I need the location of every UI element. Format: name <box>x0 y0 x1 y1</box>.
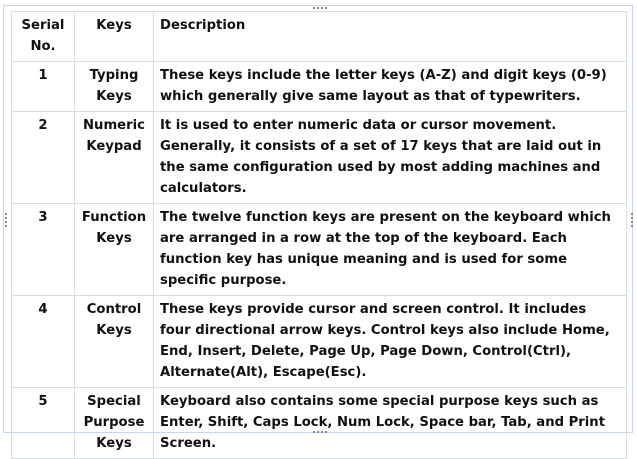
cell-description: It is used to enter numeric data or cursor movement. Generally, it consists of a set of 17 keys that are laid out in the same configuration used by most adding machines and calculators. <box>154 112 627 204</box>
cell-keys: Numeric Keypad <box>75 112 154 204</box>
cell-keys: Control Keys <box>75 296 154 388</box>
header-description: Description <box>154 12 627 62</box>
cell-keys: Typing Keys <box>75 62 154 112</box>
table-row <box>12 62 627 112</box>
header-keys: Keys <box>75 12 154 62</box>
cell-serial: 1 <box>12 62 75 112</box>
table-header-row <box>12 12 627 62</box>
cell-description: The twelve function keys are present on the keyboard which are arranged in a row at the top of the keyboard. Each function key has unique meaning and is used for some specific purpose. <box>154 204 627 296</box>
table-row <box>12 388 627 459</box>
cell-serial: 4 <box>12 296 75 388</box>
cell-description: These keys include the letter keys (A-Z) and digit keys (0-9) which generally give same layout as that of typewriters. <box>154 62 627 112</box>
cell-serial: 2 <box>12 112 75 204</box>
cell-description: Keyboard also contains some special purpose keys such as Enter, Shift, Caps Lock, Num Lock, Space bar, Tab, and Print Screen. <box>154 388 627 459</box>
cell-serial: 3 <box>12 204 75 296</box>
table-row <box>12 112 627 204</box>
cell-serial: 5 <box>12 388 75 459</box>
keyboard-keys-table <box>11 11 627 459</box>
resize-handle-top[interactable] <box>313 7 327 9</box>
cell-keys: Function Keys <box>75 204 154 296</box>
table-row <box>12 296 627 388</box>
table-row <box>12 204 627 296</box>
cell-keys: Special Purpose Keys <box>75 388 154 459</box>
header-serial-no: Serial No. <box>12 12 75 62</box>
resize-handle-left[interactable] <box>5 213 7 227</box>
cell-description: These keys provide cursor and screen control. It includes four directional arrow keys. Control keys also include Home, End, Insert, Delete, Page Up, Page Down, Control(Ctrl), Alternate(Alt), Escape(Esc). <box>154 296 627 388</box>
resize-handle-right[interactable] <box>631 213 633 227</box>
